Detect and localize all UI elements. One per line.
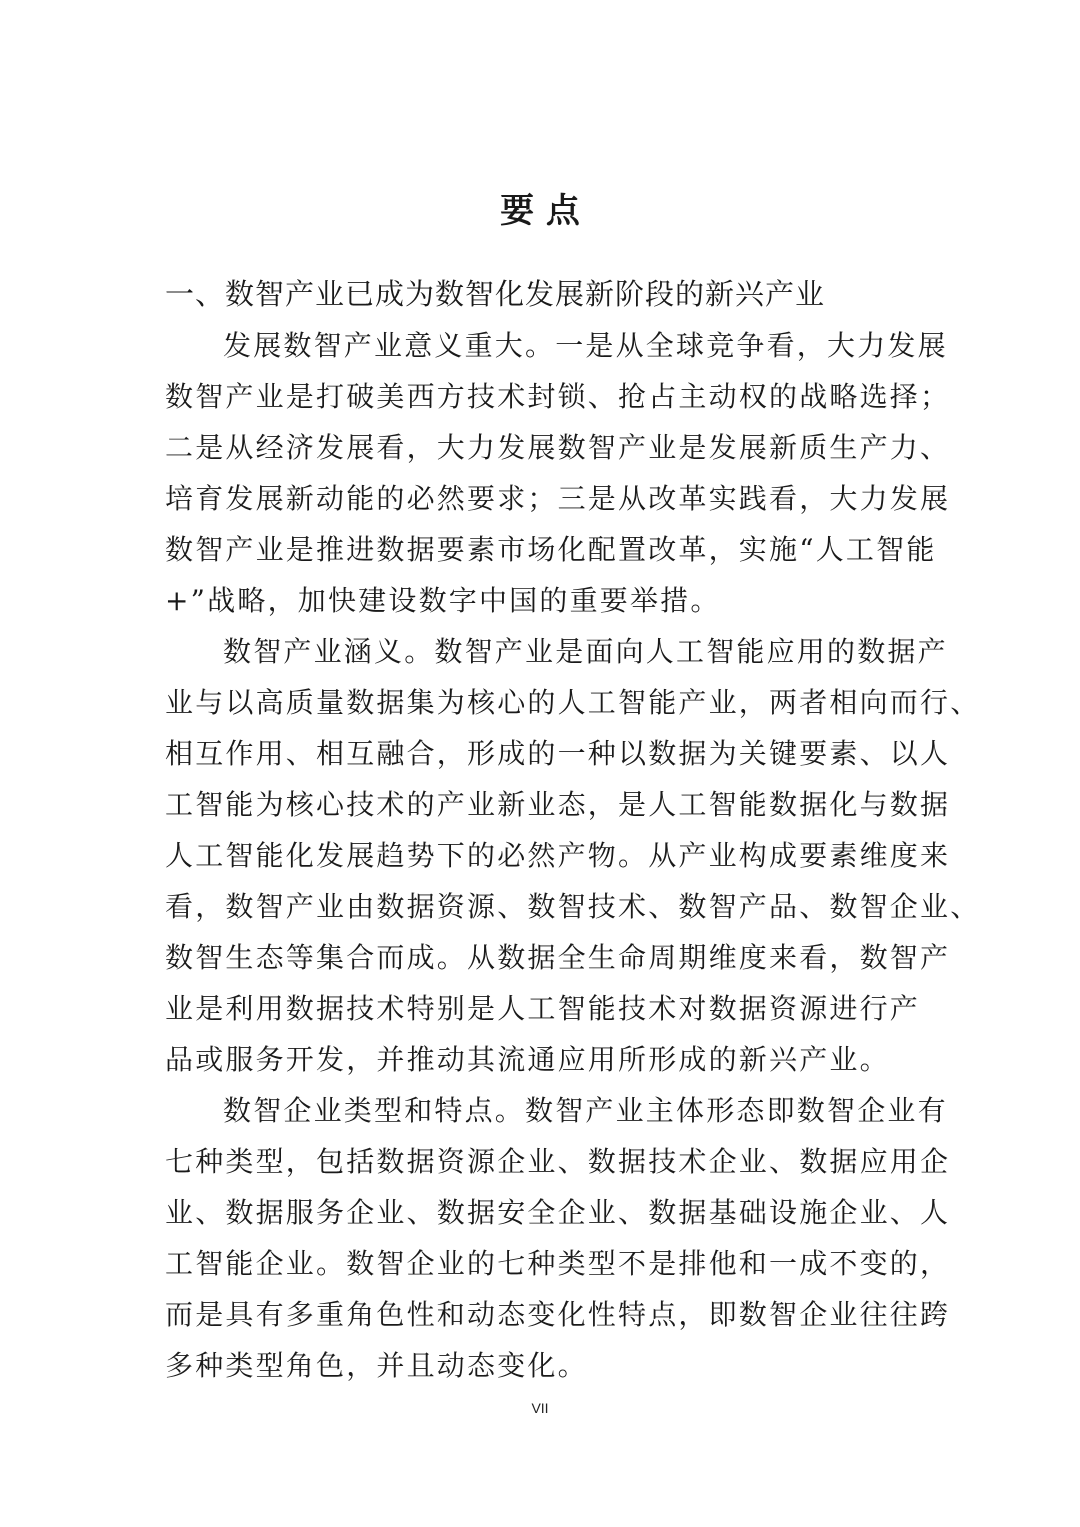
paragraph-line: 数智企业类型和特点。数智产业主体形态即数智企业有 [223, 1094, 948, 1127]
paragraph-line: 二是从经济发展看，大力发展数智产业是发展新质生产力、 [165, 431, 951, 464]
paragraph-line: 发展数智产业意义重大。一是从全球竞争看，大力发展 [223, 329, 948, 362]
paragraph-line: 数智产业是推进数据要素市场化配置改革，实施“人工智能 [165, 533, 937, 566]
paragraph-line: 培育发展新动能的必然要求；三是从改革实践看，大力发展 [165, 482, 951, 515]
paragraph-line: +”战略，加快建设数字中国的重要举措。 [165, 584, 721, 617]
paragraph-line: 业、数据服务企业、数据安全企业、数据基础设施企业、人 [165, 1196, 951, 1229]
section-heading: 一、数智产业已成为数智化发展新阶段的新兴产业 [165, 277, 826, 311]
page-number: VII [531, 1400, 549, 1416]
paragraph-line: 人工智能化发展趋势下的必然产物。从产业构成要素维度来 [165, 839, 951, 872]
paragraph-line: 而是具有多重角色性和动态变化性特点，即数智企业往往跨 [165, 1298, 951, 1331]
paragraph-line: 工智能为核心技术的产业新业态，是人工智能数据化与数据 [165, 788, 951, 821]
paragraph-line: 多种类型角色，并且动态变化。 [165, 1349, 588, 1382]
paragraph-line: 数智生态等集合而成。从数据全生命周期维度来看，数智产 [165, 941, 951, 974]
paragraph-line: 数智产业是打破美西方技术封锁、抢占主动权的战略选择； [165, 380, 951, 413]
paragraph-line: 七种类型，包括数据资源企业、数据技术企业、数据应用企 [165, 1145, 951, 1178]
paragraph-line: 看，数智产业由数据资源、数智技术、数智产品、数智企业、 [165, 890, 981, 923]
paragraph-line: 业与以高质量数据集为核心的人工智能产业，两者相向而行、 [165, 686, 981, 719]
paragraph-line: 品或服务开发，并推动其流通应用所形成的新兴产业。 [165, 1043, 890, 1076]
document-body [165, 268, 981, 1391]
paragraph-enterprise-types [165, 1085, 951, 1391]
paragraph-definition [165, 626, 981, 1085]
paragraph-line: 工智能企业。数智企业的七种类型不是排他和一成不变的， [165, 1247, 951, 1280]
paragraph-significance [165, 320, 951, 626]
paragraph-line: 数智产业涵义。数智产业是面向人工智能应用的数据产 [223, 635, 948, 668]
paragraph-line: 相互作用、相互融合，形成的一种以数据为关键要素、以人 [165, 737, 951, 770]
paragraph-line: 业是利用数据技术特别是人工智能技术对数据资源进行产 [165, 992, 921, 1025]
page-title: 要 点 [500, 191, 580, 231]
